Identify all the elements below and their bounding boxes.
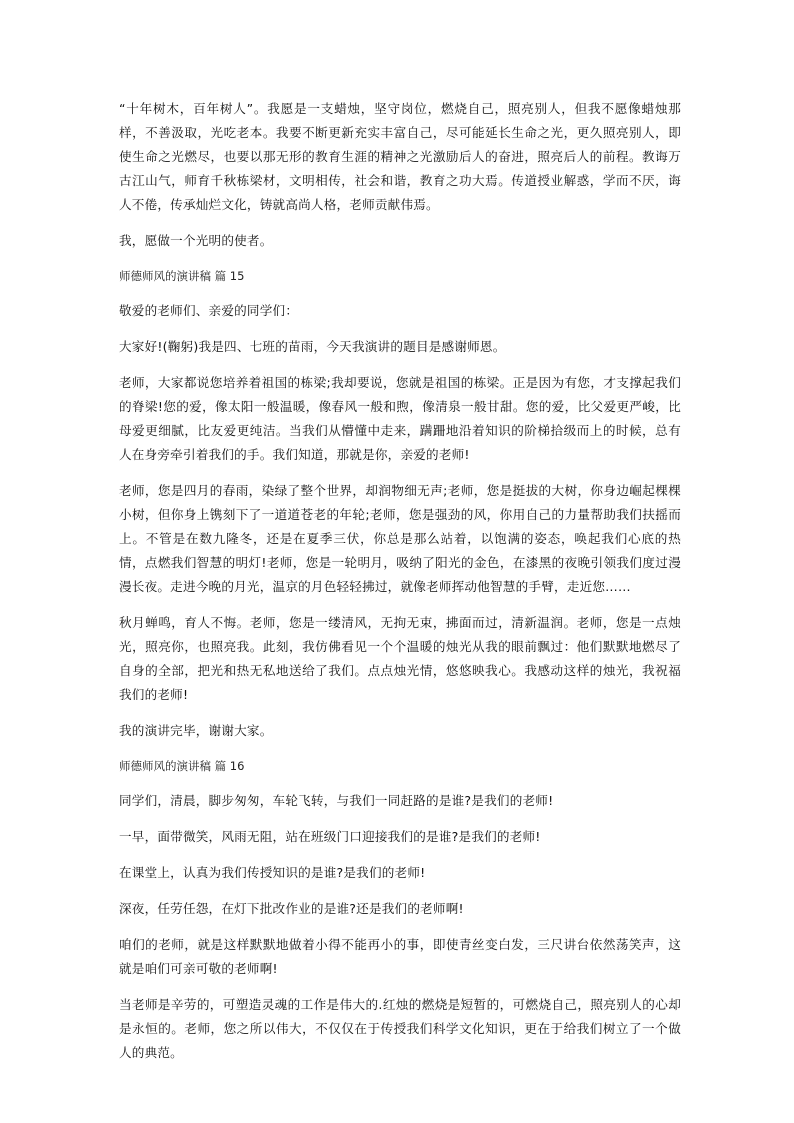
paragraph-light-messenger: 我，愿做一个光明的使者。 [119, 233, 273, 248]
paragraph-our-teacher: 咱们的老师，就是这样默默地做着小得不能再小的事，即使青丝变白发，三尺讲台依然荡笑声，这就是咱们可亲可敬的老师啊! [119, 937, 681, 976]
paragraph-salutation: 敬爱的老师们、亲爱的同学们： [119, 303, 299, 318]
paragraph-candle-light: 秋月蝉鸣，育人不悔。老师，您是一缕清风，无拘无束，拂面而过，清新温润。老师，您是一点烛光，照亮你，也照亮我。此刻，我仿佛看见一个个温暖的烛光从我的眼前飘过：他们默默地燃尽了自身的全部，把光和热无私地送给了我们。点点烛光情，悠悠映我心。我感动这样的烛光，我祝福我们的老师! [119, 615, 681, 702]
paragraph-morning: 同学们，清晨，脚步匆匆，车轮飞转，与我们一同赶路的是谁?是我们的老师! [119, 793, 554, 808]
paragraph-late-night: 深夜，任劳任怨，在灯下批改作业的是谁?还是我们的老师啊! [119, 901, 464, 916]
document-page [119, 97, 681, 1077]
paragraph-candle-metaphor: “十年树木，百年树人”。我愿是一支蜡烛，坚守岗位，燃烧自己，照亮别人，但我不愿像蜡烛那样，不善汲取，光吃老本。我要不断更新充实丰富自己，尽可能延长生命之光，更久照亮别人，即使生命之光燃尽，也要以那无形的教育生涯的精神之光激励后人的奋进，照亮后人的前程。教诲万古江山气，师育千秋栋梁材，文明相传，社会和谐，教育之功大焉。传道授业解惑，学而不厌，诲人不倦，传承灿烂文化，铸就高尚人格，老师贡献伟焉。 [119, 101, 681, 212]
paragraph-early: 一早，面带微笑，风雨无阻，站在班级门口迎接我们的是谁?是我们的老师! [119, 829, 541, 844]
paragraph-teacher-pillar: 老师，大家都说您培养着祖国的栋梁;我却要说，您就是祖国的栋梁。正是因为有您，才支撑起我们的脊梁!您的爱，像太阳一般温暖，像春风一般和煦，像清泉一般甘甜。您的爱，比父爱更严峻，比母爱更细腻，比友爱更纯洁。当我们从懵懂中走来，蹒跚地沿着知识的阶梯拾级而上的时候，总有人在身旁牵引着我们的手。我们知道，那就是你，亲爱的老师! [119, 375, 681, 462]
paragraph-classroom: 在课堂上，认真为我们传授知识的是谁?是我们的老师! [119, 865, 426, 880]
section-heading-15: 师德师风的演讲稿 篇 15 [119, 269, 245, 283]
paragraph-greeting: 大家好!(鞠躬)我是四、七班的苗雨，今天我演讲的题目是感谢师恩。 [119, 339, 506, 354]
paragraph-spring-rain: 老师，您是四月的春雨，染绿了整个世界，却润物细无声;老师，您是挺拔的大树，你身边崛起棵棵小树，但你身上镌刻下了一道道苍老的年轮;老师，您是强劲的风，你用自己的力量帮助我们扶摇而上。不管是在数九隆冬，还是在夏季三伏，你总是那么站着，以饱满的姿态，唤起我们心底的热情，点燃我们智慧的明灯!老师，您是一轮明月，吸纳了阳光的金色，在漆黑的夜晚引领我们度过漫漫长夜。走进今晚的月光，温京的月色轻轻拂过，就像老师挥动他智慧的手臂，走近您…… [119, 483, 681, 594]
paragraph-teacher-great: 当老师是辛劳的，可塑造灵魂的工作是伟大的.红烛的燃烧是短暂的，可燃烧自己，照亮别人的心却是永恒的。老师，您之所以伟大，不仅仅在于传授我们科学文化知识，更在于给我们树立了一个做人的典范。 [119, 997, 681, 1060]
section-heading-16: 师德师风的演讲稿 篇 16 [119, 759, 245, 773]
paragraph-closing: 我的演讲完毕，谢谢大家。 [119, 723, 273, 738]
